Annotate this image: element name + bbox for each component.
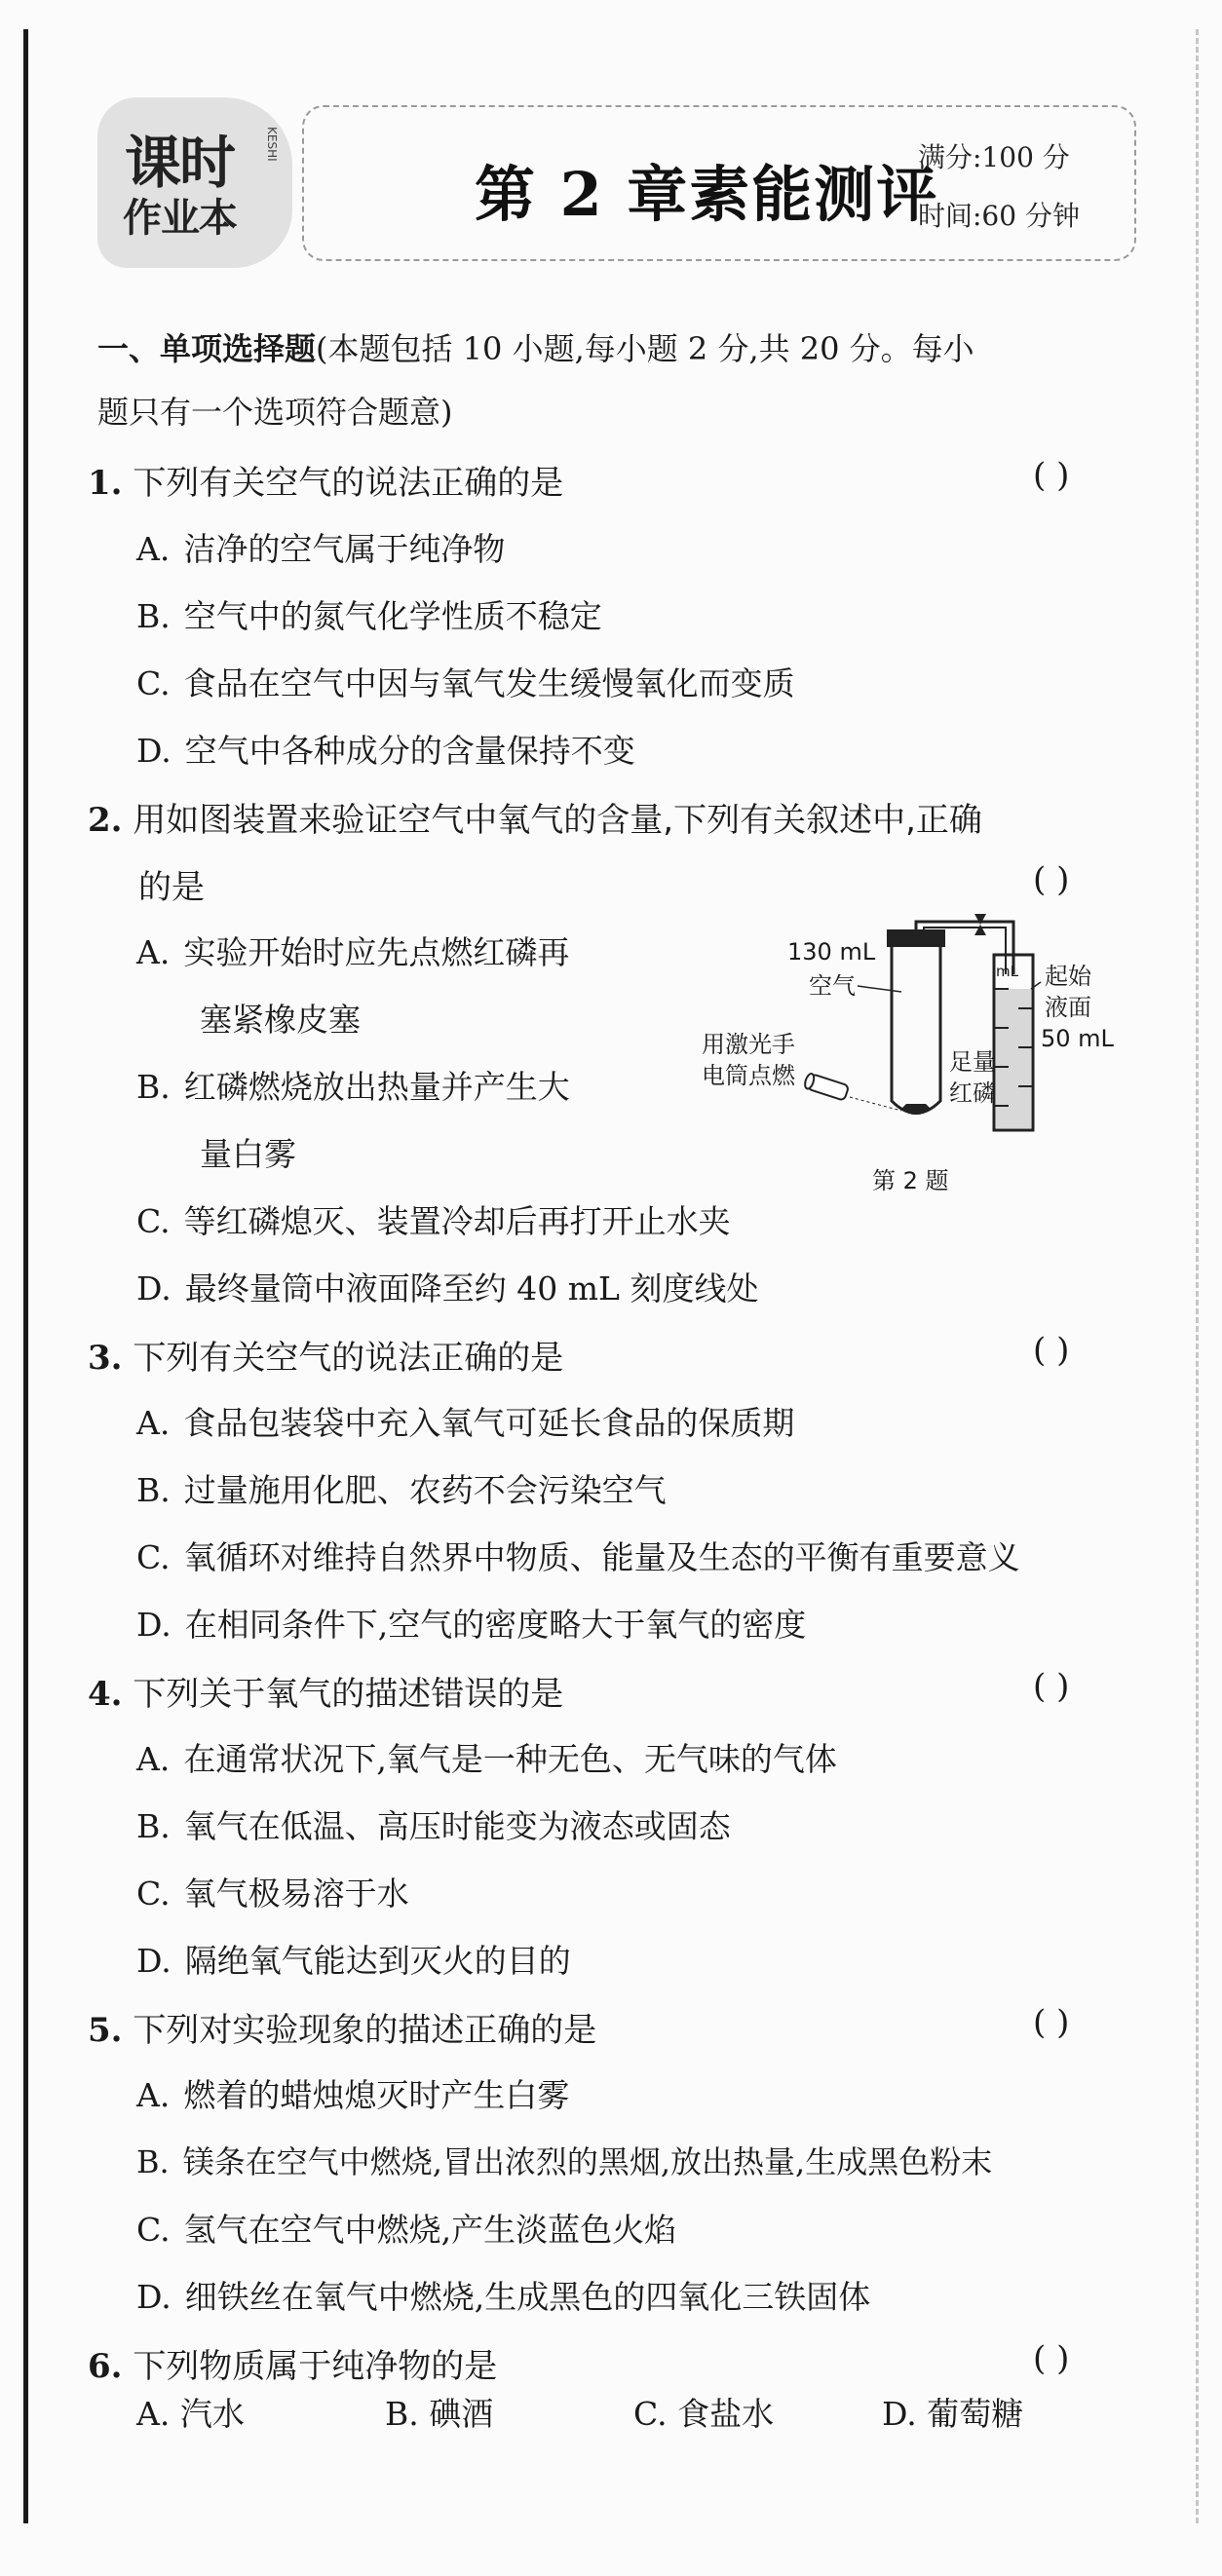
cylinder-water	[996, 989, 1031, 1128]
label-laser-2: 电筒点燃	[702, 1062, 795, 1089]
clamp-icon	[974, 914, 986, 935]
brand-logo	[97, 97, 292, 268]
q2-option-c: C. 等红磷熄灭、装置冷却后再打开止水夹	[136, 1202, 731, 1240]
q5-option-c: C. 氢气在空气中燃烧,产生淡蓝色火焰	[136, 2211, 677, 2249]
q4-option-a: A. 在通常状况下,氧气是一种无色、无气味的气体	[136, 1740, 837, 1778]
answer-blank-5[interactable]: ( )	[1033, 2003, 1070, 2042]
q2-option-b-cont: 量白雾	[200, 1135, 296, 1173]
page-title: 第 2 章素能测评	[475, 159, 939, 230]
q1-option-c: C. 食品在空气中因与氧气发生缓慢氧化而变质	[136, 664, 795, 702]
label-phosphorus-2: 红磷	[949, 1080, 996, 1107]
q1-option-b: B. 空气中的氮气化学性质不稳定	[136, 597, 602, 635]
laser-flashlight	[803, 1073, 849, 1101]
question-2-cont: 的是	[138, 868, 205, 907]
q4-option-d: D. 隔绝氧气能达到灭火的目的	[136, 1942, 571, 1980]
label-laser-1: 用激光手	[702, 1031, 795, 1058]
label-130ml: 130 mL	[787, 938, 876, 966]
label-air: 空气	[809, 972, 856, 1000]
logo-pinyin: KESHI	[265, 127, 279, 162]
full-score: 满分:100 分	[918, 141, 1070, 173]
q3-option-b: B. 过量施用化肥、农药不会污染空气	[136, 1471, 667, 1509]
q4-option-c: C. 氧气极易溶于水	[136, 1875, 409, 1913]
time-limit: 时间:60 分钟	[918, 200, 1080, 232]
q5-option-a: A. 燃着的蜡烛熄灭时产生白雾	[136, 2076, 570, 2114]
label-start-1: 起始	[1045, 963, 1091, 990]
figure-caption: 第 2 题	[872, 1167, 949, 1194]
question-5: 5. 下列对实验现象的描述正确的是	[88, 2011, 597, 2050]
q5-option-d: D. 细铁丝在氧气中燃烧,生成黑色的四氧化三铁固体	[136, 2278, 871, 2316]
q6-option-c: C. 食盐水	[633, 2395, 775, 2433]
q3-option-c: C. 氧循环对维持自然界中物质、能量及生态的平衡有重要意义	[136, 1538, 1020, 1576]
reaction-tube	[892, 947, 940, 1114]
label-start-3: 50 mL	[1041, 1025, 1114, 1052]
answer-blank-4[interactable]: ( )	[1033, 1667, 1070, 1706]
title-box	[302, 105, 1136, 261]
q5-option-b: B. 镁条在空气中燃烧,冒出浓烈的黑烟,放出热量,生成黑色粉末	[136, 2143, 993, 2180]
answer-blank-3[interactable]: ( )	[1033, 1331, 1070, 1370]
question-1: 1. 下列有关空气的说法正确的是	[88, 464, 564, 503]
label-phosphorus-1: 足量	[949, 1048, 996, 1076]
apparatus-diagram	[702, 916, 1169, 1208]
question-4: 4. 下列关于氧气的描述错误的是	[88, 1675, 564, 1714]
q6-option-b: B. 碘酒	[385, 2395, 494, 2433]
answer-blank-6[interactable]: ( )	[1033, 2339, 1070, 2378]
q4-option-b: B. 氧气在低温、高压时能变为液态或固态	[136, 1807, 731, 1845]
q3-option-d: D. 在相同条件下,空气的密度略大于氧气的密度	[136, 1606, 807, 1644]
page-header	[97, 97, 1136, 268]
q2-option-b: B. 红磷燃烧放出热量并产生大	[136, 1068, 570, 1106]
section-heading	[97, 318, 1150, 444]
q2-option-a: A. 实验开始时应先点燃红磷再	[136, 933, 570, 971]
rubber-stopper	[887, 929, 945, 947]
q1-option-a: A. 洁净的空气属于纯净物	[136, 530, 506, 568]
q3-option-a: A. 食品包装袋中充入氧气可延长食品的保质期	[136, 1404, 795, 1442]
logo-text-top: 课时	[125, 130, 235, 196]
q2-option-d: D. 最终量筒中液面降至约 40 mL 刻度线处	[136, 1269, 759, 1307]
answer-blank-2[interactable]: ( )	[1033, 860, 1070, 899]
question-3: 3. 下列有关空气的说法正确的是	[88, 1339, 564, 1378]
question-2: 2. 用如图装置来验证空气中氧气的含量,下列有关叙述中,正确	[88, 801, 982, 840]
q1-option-d: D. 空气中各种成分的含量保持不变	[136, 732, 635, 770]
q6-option-a: A. 汽水	[136, 2395, 245, 2433]
question-6: 6. 下列物质属于纯净物的是	[88, 2347, 498, 2386]
label-ml: mL	[996, 963, 1018, 980]
answer-blank-1[interactable]: ( )	[1033, 456, 1070, 495]
q2-option-a-cont: 塞紧橡皮塞	[200, 1001, 361, 1039]
section-note-1: (本题包括 10 小题,每小题 2 分,共 20 分。每小	[316, 330, 974, 367]
left-margin-rule	[23, 29, 28, 2523]
section-note-2: 题只有一个选项符合题意)	[97, 394, 453, 431]
right-margin-rule	[1196, 29, 1199, 2523]
label-start-2: 液面	[1045, 994, 1091, 1021]
section-title: 一、单项选择题	[97, 330, 317, 367]
logo-text-bottom: 作业本	[123, 196, 237, 241]
q6-option-d: D. 葡萄糖	[882, 2395, 1024, 2433]
